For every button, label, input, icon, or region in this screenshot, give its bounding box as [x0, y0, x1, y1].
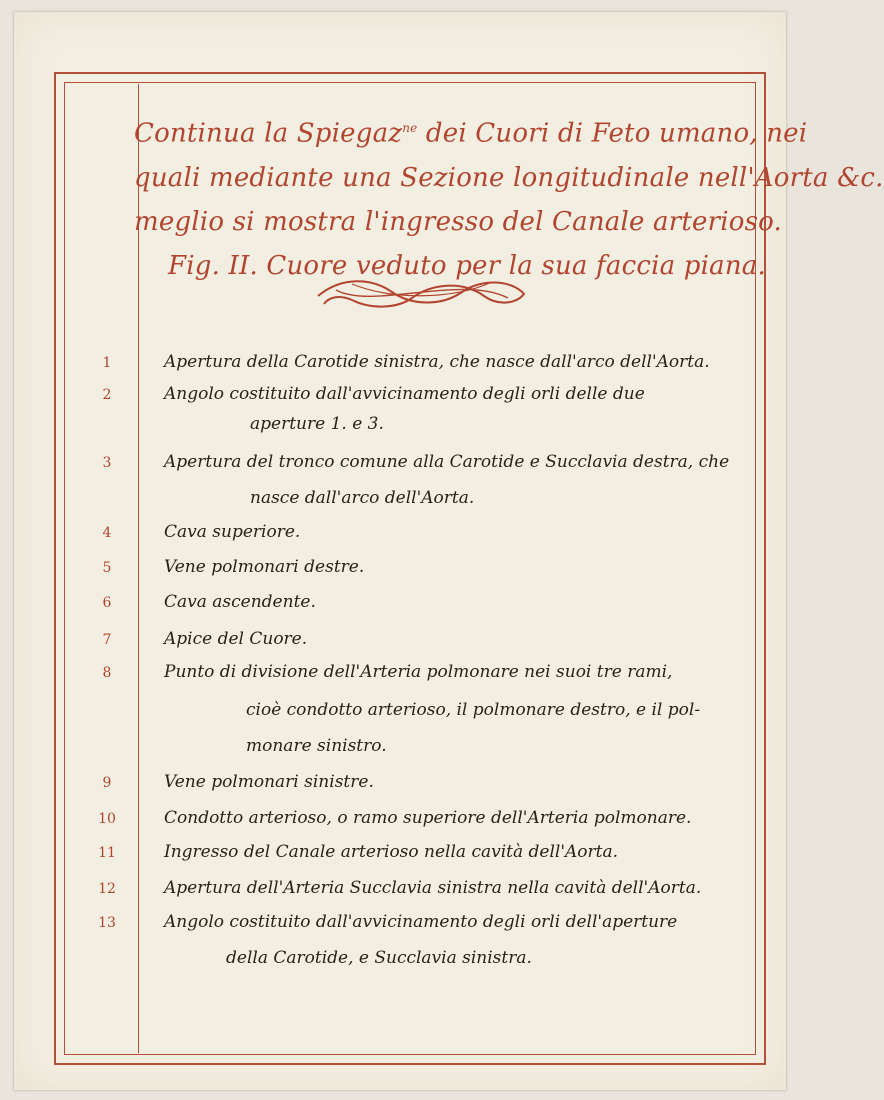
entry-number: 10	[98, 811, 116, 827]
entry-text-line: Condotto arterioso, o ramo superiore dell'Arteria polmonare.	[164, 808, 692, 828]
title-superscript: ne	[402, 121, 418, 135]
entry-text-line: aperture 1. e 3.	[250, 414, 384, 434]
entry-text-line: Apice del Cuore.	[164, 629, 308, 649]
entry-text-line: cioè condotto arterioso, il polmonare destro, e il pol-	[246, 700, 701, 720]
entry-text-line: Apertura del tronco comune alla Carotide e Succlavia destra, che	[164, 452, 730, 472]
entry-number: 11	[98, 845, 116, 861]
entry-text-line: Ingresso del Canale arterioso nella cavità dell'Aorta.	[164, 842, 619, 862]
title-line-2: quali mediante una Sezione longitudinale nell'Aorta &c.	[134, 162, 884, 193]
title-line-1	[122, 106, 808, 156]
entry-text-line: Apertura della Carotide sinistra, che nasce dall'arco dell'Aorta.	[164, 352, 710, 372]
entry-number: 7	[102, 632, 112, 648]
title-line-1-a: Continua la Spiegaz	[134, 118, 403, 149]
entry-number: 9	[102, 775, 112, 791]
entry-number: 12	[98, 881, 116, 897]
title-line-1-b: dei Cuori di Feto umano, nei	[417, 118, 808, 149]
entry-number: 3	[102, 455, 112, 471]
entry-text-line: della Carotide, e Succlavia sinistra.	[226, 948, 532, 968]
entry-number: 6	[102, 595, 112, 611]
paper-sheet	[14, 12, 884, 1090]
title-line-3: meglio si mostra l'ingresso del Canale arterioso.	[134, 206, 783, 237]
entry-text-line: Punto di divisione dell'Arteria polmonare nei suoi tre rami,	[164, 662, 673, 682]
entry-text-line: Angolo costituito dall'avvicinamento degli orli dell'aperture	[164, 912, 678, 932]
entry-number: 5	[102, 560, 112, 576]
page-title	[122, 106, 884, 288]
title-line-4: Fig. II. Cuore veduto per la sua faccia piana.	[168, 250, 766, 281]
entry-number: 1	[102, 355, 112, 371]
entry-text-line: Vene polmonari destre.	[164, 557, 365, 577]
entry-text-line: Cava superiore.	[164, 522, 301, 542]
entry-text-line: Angolo costituito dall'avvicinamento degli orli delle due	[164, 384, 645, 404]
entry-number: 4	[102, 525, 112, 541]
entry-text-line: Cava ascendente.	[164, 592, 316, 612]
entry-text-line: Apertura dell'Arteria Succlavia sinistra nella cavità dell'Aorta.	[164, 878, 702, 898]
entry-text-line: nasce dall'arco dell'Aorta.	[250, 488, 475, 508]
calligraphic-flourish-ornament	[312, 270, 530, 316]
entry-number: 2	[102, 387, 112, 403]
entry-number: 13	[98, 915, 116, 931]
entry-number: 8	[102, 665, 112, 681]
entry-text-line: monare sinistro.	[246, 736, 387, 756]
entry-text-line: Vene polmonari sinistre.	[164, 772, 374, 792]
